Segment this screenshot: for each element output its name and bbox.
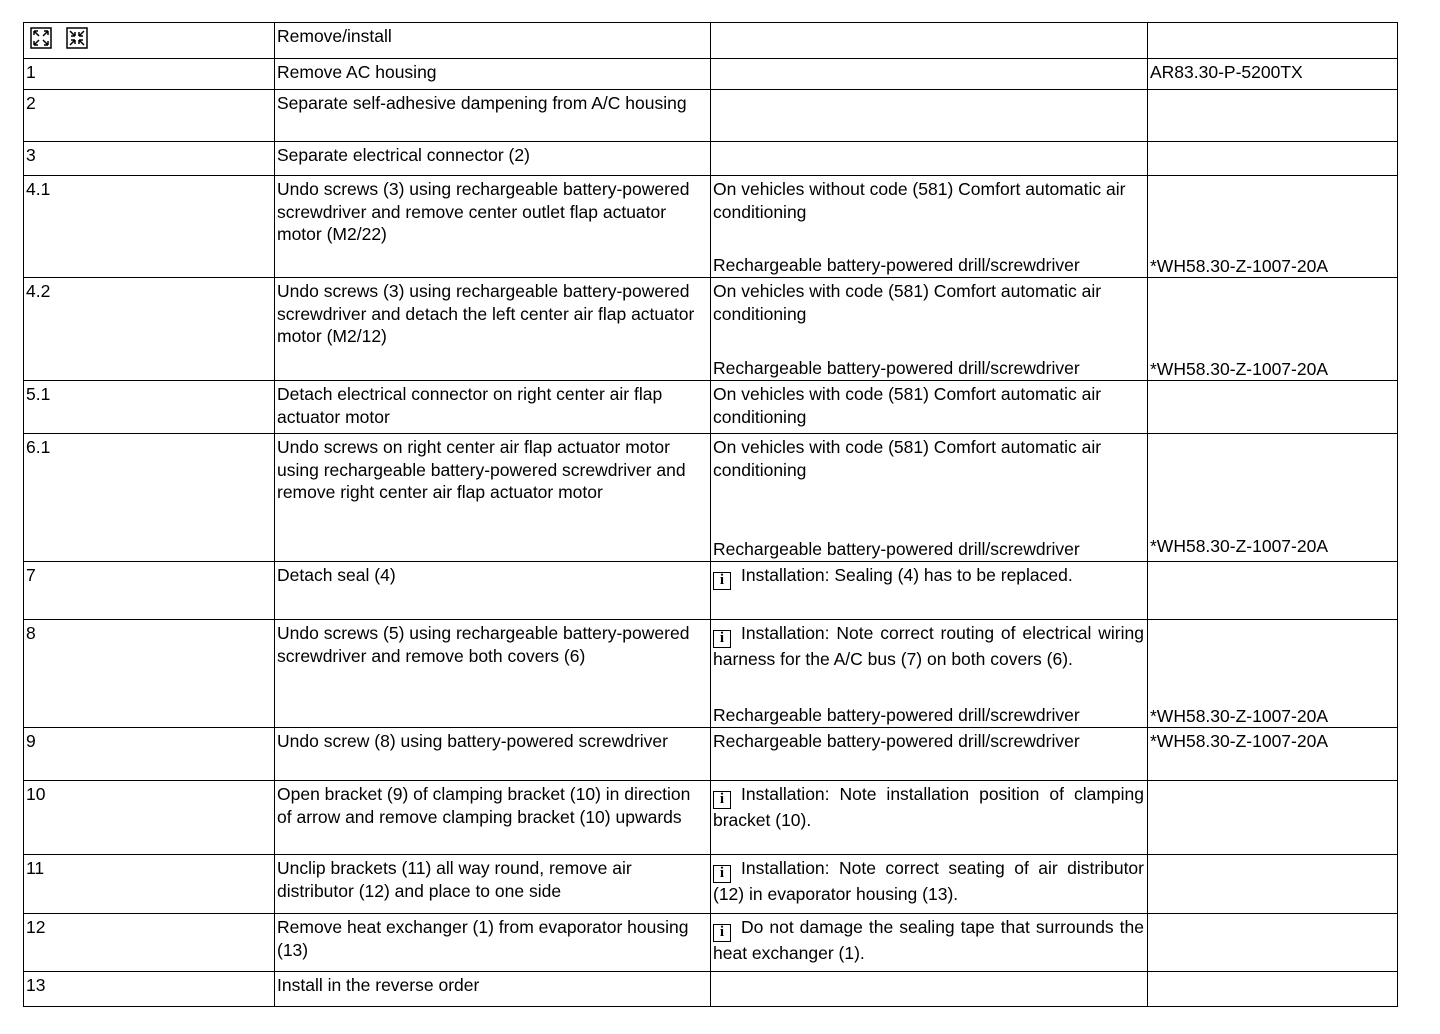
step-number: 9 [24, 728, 275, 781]
step-note: Installation: Sealing (4) has to be replaced. [741, 565, 1073, 585]
step-note [711, 972, 1148, 1007]
step-action: Undo screws on right center air flap actuator motor using rechargeable battery-powered screwdriver and remove right center air flap actuator motor [275, 434, 711, 562]
step-note-cell [711, 562, 1148, 620]
step-reference [1148, 972, 1398, 1007]
step-note-cell [711, 855, 1148, 914]
step-note-cell [711, 781, 1148, 855]
table-row [24, 781, 1398, 855]
step-number: 7 [24, 562, 275, 620]
step-action: Undo screws (5) using rechargeable battery-powered screwdriver and remove both covers (6) [275, 620, 711, 728]
step-reference-link[interactable]: *WH58.30-Z-1007-20A [1150, 535, 1328, 556]
table-row [24, 142, 1398, 176]
step-note-cell [711, 914, 1148, 972]
header-row [24, 23, 1398, 59]
step-note: Installation: Note installation position of clamping bracket (10). [713, 784, 1144, 830]
step-action: Undo screws (3) using rechargeable battery-powered screwdriver and remove center outlet flap actuator motor (M2/22) [275, 176, 711, 278]
step-note-cell [711, 620, 1148, 728]
step-reference-link[interactable]: AR83.30-P-5200TX [1148, 59, 1398, 90]
step-number: 10 [24, 781, 275, 855]
step-number: 8 [24, 620, 275, 728]
step-note: Installation: Note correct seating of air distributor (12) in evaporator housing (13). [713, 858, 1144, 904]
step-note: On vehicles without code (581) Comfort automatic air conditioning [713, 179, 1126, 222]
step-tool: Rechargeable battery-powered drill/screwdriver [713, 538, 1080, 559]
step-reference-cell [1148, 278, 1398, 381]
table-row [24, 278, 1398, 381]
procedure-table [23, 22, 1398, 1007]
step-note: Do not damage the sealing tape that surrounds the heat exchanger (1). [713, 917, 1144, 963]
step-note: On vehicles with code (581) Comfort automatic air conditioning [713, 437, 1102, 480]
header-icons-cell [24, 23, 275, 59]
step-reference-link[interactable]: *WH58.30-Z-1007-20A [1148, 728, 1398, 781]
step-reference [1148, 781, 1398, 855]
table-row [24, 914, 1398, 972]
step-reference [1148, 381, 1398, 434]
step-note [711, 142, 1148, 176]
table-row [24, 728, 1398, 781]
step-number: 4.1 [24, 176, 275, 278]
step-number: 5.1 [24, 381, 275, 434]
info-icon: i [713, 791, 731, 809]
step-note: Installation: Note correct routing of electrical wiring harness for the A/C bus (7) on both covers (6). [713, 623, 1144, 669]
step-action: Unclip brackets (11) all way round, remove air distributor (12) and place to one side [275, 855, 711, 914]
step-action: Remove heat exchanger (1) from evaporator housing (13) [275, 914, 711, 972]
table-row [24, 176, 1398, 278]
step-number: 2 [24, 90, 275, 142]
expand-arrows-icon[interactable] [30, 27, 52, 49]
step-tool: Rechargeable battery-powered drill/screwdriver [711, 728, 1148, 781]
step-number: 4.2 [24, 278, 275, 381]
table-row [24, 381, 1398, 434]
step-tool: Rechargeable battery-powered drill/screwdriver [713, 254, 1080, 275]
table-row [24, 620, 1398, 728]
step-tool: Rechargeable battery-powered drill/screwdriver [713, 704, 1080, 725]
step-note: On vehicles with code (581) Comfort automatic air conditioning [711, 381, 1148, 434]
step-reference-link[interactable]: *WH58.30-Z-1007-20A [1150, 705, 1328, 726]
step-action: Open bracket (9) of clamping bracket (10) in direction of arrow and remove clamping bracket (10) upwards [275, 781, 711, 855]
step-action: Undo screw (8) using battery-powered screwdriver [275, 728, 711, 781]
step-reference [1148, 855, 1398, 914]
step-reference-link[interactable]: *WH58.30-Z-1007-20A [1150, 255, 1328, 276]
step-number: 13 [24, 972, 275, 1007]
step-number: 6.1 [24, 434, 275, 562]
step-note-cell [711, 434, 1148, 562]
table-row [24, 972, 1398, 1007]
step-action: Separate electrical connector (2) [275, 142, 711, 176]
header-empty-cell [1148, 23, 1398, 59]
step-action: Detach seal (4) [275, 562, 711, 620]
table-row [24, 434, 1398, 562]
info-icon: i [713, 924, 731, 942]
header-title: Remove/install [275, 23, 711, 59]
step-action: Install in the reverse order [275, 972, 711, 1007]
step-reference-cell [1148, 434, 1398, 562]
table-row [24, 90, 1398, 142]
step-reference [1148, 142, 1398, 176]
step-number: 11 [24, 855, 275, 914]
info-icon: i [713, 572, 731, 590]
step-number: 12 [24, 914, 275, 972]
step-note: On vehicles with code (581) Comfort automatic air conditioning [713, 281, 1102, 324]
info-icon: i [713, 865, 731, 883]
step-tool: Rechargeable battery-powered drill/screwdriver [713, 357, 1080, 378]
step-number: 1 [24, 59, 275, 90]
step-note-cell [711, 176, 1148, 278]
table-row [24, 59, 1398, 90]
collapse-arrows-icon[interactable] [66, 27, 88, 49]
step-note [711, 90, 1148, 142]
step-reference-link[interactable]: *WH58.30-Z-1007-20A [1150, 358, 1328, 379]
info-icon: i [713, 630, 731, 648]
step-reference [1148, 562, 1398, 620]
step-note-cell [711, 278, 1148, 381]
step-action: Undo screws (3) using rechargeable battery-powered screwdriver and detach the left center air flap actuator motor (M2/12) [275, 278, 711, 381]
table-row [24, 855, 1398, 914]
table-row [24, 562, 1398, 620]
step-action: Remove AC housing [275, 59, 711, 90]
step-note [711, 59, 1148, 90]
step-reference [1148, 914, 1398, 972]
step-reference [1148, 90, 1398, 142]
step-action: Detach electrical connector on right center air flap actuator motor [275, 381, 711, 434]
header-empty-cell [711, 23, 1148, 59]
step-action: Separate self-adhesive dampening from A/C housing [275, 90, 711, 142]
step-number: 3 [24, 142, 275, 176]
step-reference-cell [1148, 620, 1398, 728]
procedure-document [23, 22, 1398, 1007]
step-reference-cell [1148, 176, 1398, 278]
